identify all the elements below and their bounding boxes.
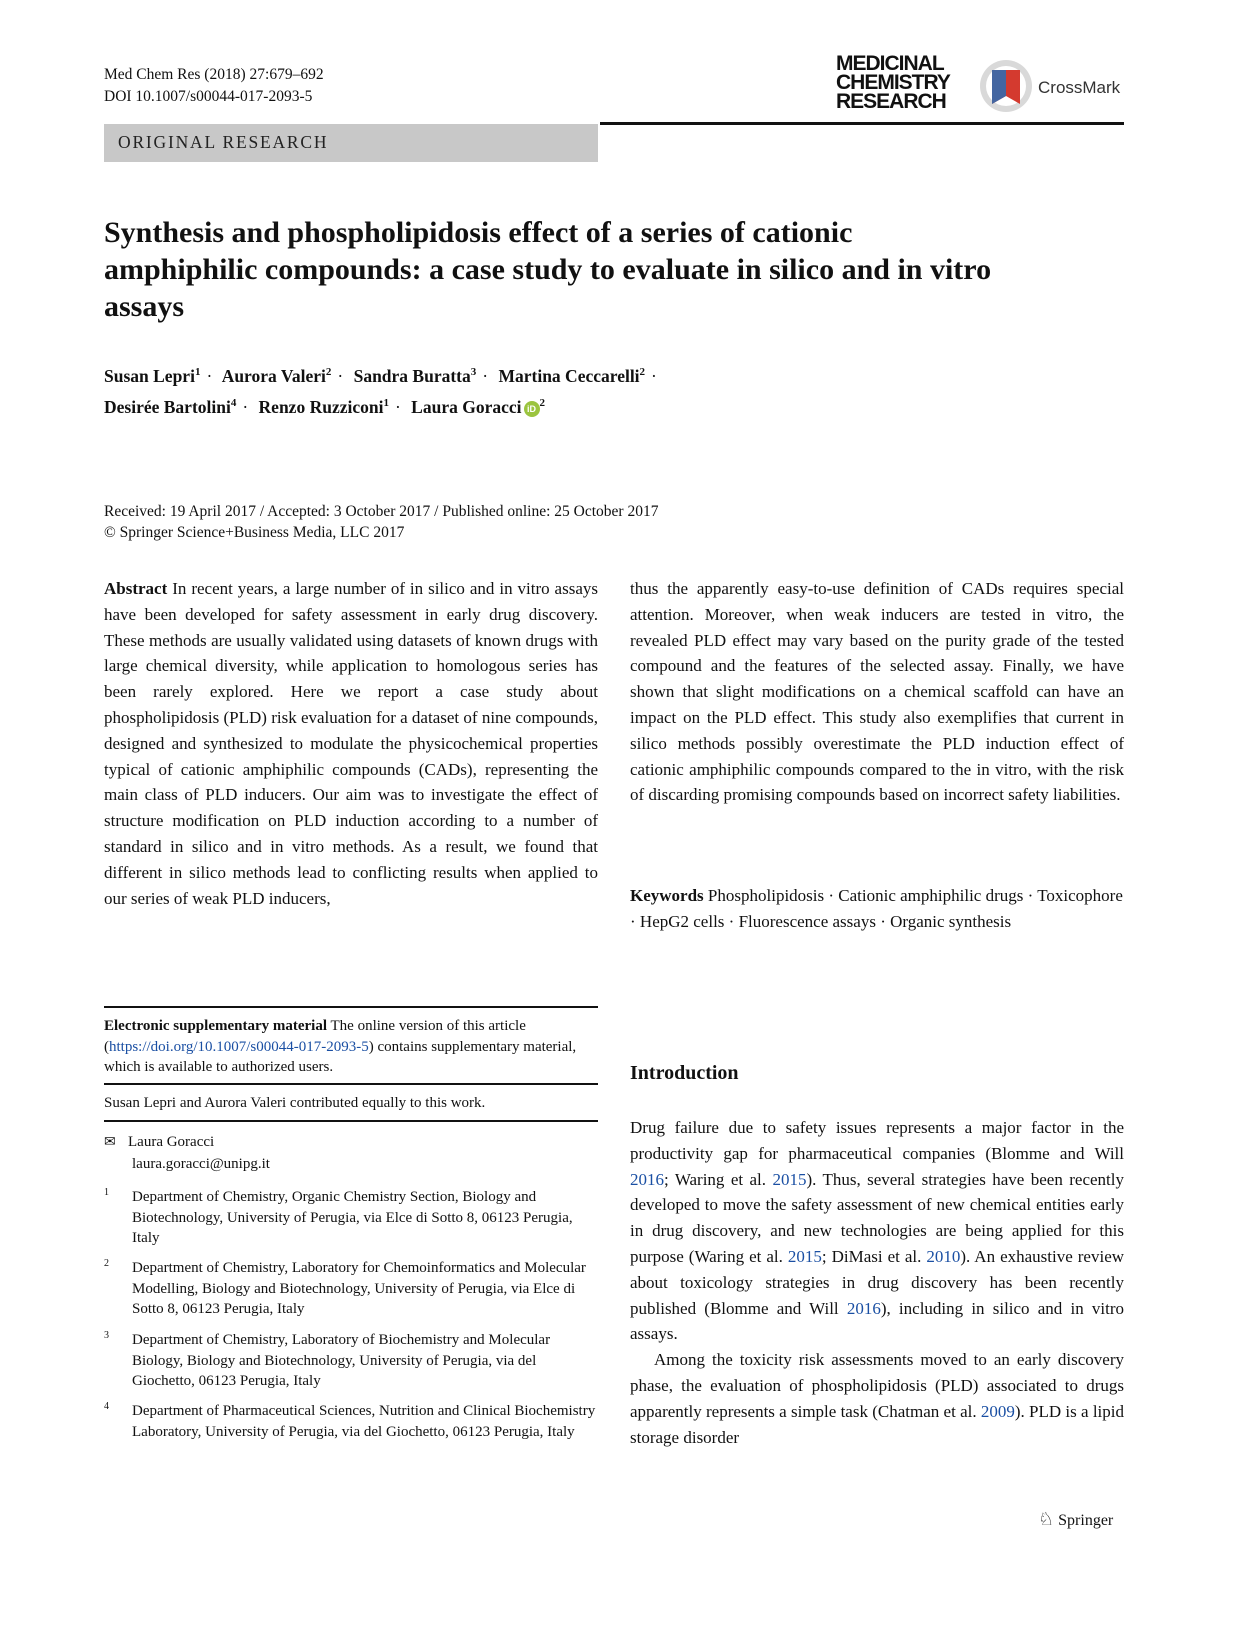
affiliation-text: Department of Chemistry, Laboratory for Chemoinformatics and Molecular Modelling, Biology and Biotechnology, University of Perugia, via Elce di Sotto 8, 06123 Perugia, Italy <box>132 1260 586 1317</box>
affiliation-item <box>104 1258 598 1320</box>
author-affiliation-number: 2 <box>325 366 332 378</box>
author-affiliation-number: 2 <box>539 396 545 409</box>
introduction-body <box>630 1115 1124 1450</box>
abstract-left-column <box>104 576 598 911</box>
citation-link[interactable]: 2015 <box>787 1246 822 1266</box>
affiliation-text: Department of Chemistry, Laboratory of Biochemistry and Molecular Biology, Biology and Biotechnology, University of Perugia, via del Giochetto, 06123 Perugia, Italy <box>132 1332 551 1389</box>
author-name: Laura Goracci <box>411 396 522 417</box>
affiliation-text: Department of Chemistry, Organic Chemistry Section, Biology and Biotechnology, University of Perugia, via Elce di Sotto 8, 06123 Perugia, Italy <box>132 1189 573 1246</box>
article-type-label: ORIGINAL RESEARCH <box>118 132 329 152</box>
author-affiliation-number: 1 <box>383 396 389 409</box>
affiliation-number: 4 <box>104 1401 109 1412</box>
author-affiliation-number: 3 <box>470 366 477 378</box>
citation-link[interactable]: 2016 <box>630 1169 664 1189</box>
citation-link[interactable]: 2016 <box>846 1298 881 1318</box>
supplementary-text: ) contains supplementary material, which is available to authorized users. <box>104 1038 577 1075</box>
orcid-icon[interactable]: iD <box>524 401 540 417</box>
crossmark-label[interactable]: CrossMark <box>1038 78 1121 97</box>
footnote-divider <box>104 1120 598 1122</box>
publisher-footer <box>1038 1509 1113 1530</box>
author-name: Sandra Buratta <box>353 365 471 386</box>
supplementary-text: The online version of this article ( <box>104 1018 526 1055</box>
supplementary-link[interactable]: https://doi.org/10.1007/s00044-017-2093-5 <box>109 1038 369 1055</box>
copyright-line: © Springer Science+Business Media, LLC 2017 <box>104 524 405 541</box>
footnote-divider <box>104 1083 598 1085</box>
header-divider <box>600 122 1124 125</box>
citation-link[interactable]: 2009 <box>980 1401 1015 1421</box>
logo-line: RESEARCH <box>836 90 946 113</box>
citation-link[interactable]: 2015 <box>772 1169 807 1189</box>
crossmark-icon[interactable] <box>978 56 1034 116</box>
affiliation-item <box>104 1401 598 1442</box>
introduction-paragraph: Drug failure due to safety issues represents a major factor in the productivity gap for pharmaceutical companies (Blomme and Will 2016; Waring et al. 2015). Thus, several strategies have been recently developed to move the safety assessment of new chemical entities early in drug discovery, and new technologies are being applied for this purpose (Waring et al. 2015; DiMasi et al. 2010). An exhaustive review about toxicology strategies in drug discovery has been recently published (Blomme and Will 2016), including in silico and in vitro assays. <box>630 1118 1125 1344</box>
journal-logo <box>836 54 950 111</box>
author-name: Martina Ceccarelli <box>498 365 640 386</box>
date-history: Received: 19 April 2017 / Accepted: 3 October 2017 / Published online: 25 October 2017 <box>104 503 659 520</box>
affiliation-number: 2 <box>104 1258 109 1269</box>
supplementary-note <box>104 1006 598 1078</box>
abstract-text: In recent years, a large number of in silico and in vitro assays have been developed for safety assessment in early drug discovery. These methods are usually validated using datasets of known drugs with large chemical diversity, while application to homologous series has been rarely explored. Here we report a case study about phospholipidosis (PLD) risk evaluation for a dataset of nine compounds, designed and synthesized to modulate the physicochemical properties typical of cationic amphiphilic compounds (CADs), representing the main class of PLD inducers. Our aim was to investigate the effect of structure modification on PLD induction according to a number of standard in silico and in vitro methods. As a result, we found that different in silico methods lead to conflicting results when applied to our series of weak PLD inducers, <box>104 579 598 908</box>
corresponding-name: Laura Goracci <box>128 1134 215 1150</box>
introduction-heading: Introduction <box>630 1062 739 1084</box>
affiliation-number: 3 <box>104 1330 109 1341</box>
author-name: Aurora Valeri <box>221 365 326 386</box>
abstract-right-column: thus the apparently easy-to-use definition of CADs requires special attention. Moreover, when weak inducers are tested in vitro, the revealed PLD effect may vary based on the purity grade of the tested compound and the features of the selected assay. Finally, we have shown that slight modifications on a chemical scaffold can have an impact on the PLD effect. This study also exemplifies that current in silico methods possibly overestimate the PLD induction effect of cationic amphiphilic compounds compared to the in vitro, with the risk of discarding promising compounds based on incorrect safety liabilities. <box>630 579 1124 805</box>
keywords-heading: Keywords <box>630 886 704 905</box>
affiliation-item <box>104 1187 598 1249</box>
corresponding-email[interactable]: laura.goracci@unipg.it <box>132 1155 270 1172</box>
corresponding-author <box>104 1132 270 1174</box>
doi-line: DOI 10.1007/s00044-017-2093-5 <box>104 88 313 105</box>
keywords-text: Phospholipidosis · Cationic amphiphilic drugs · Toxicophore · HepG2 cells · Fluorescence assays · Organic synthesis <box>630 886 1123 931</box>
publication-dates <box>104 501 658 543</box>
author-affiliation-number: 4 <box>230 396 237 409</box>
journal-citation: Med Chem Res (2018) 27:679–692 <box>104 66 324 83</box>
author-list: Susan Lepri$^1$ · Aurora Valeri$^2$ · Sandra Buratta$^3$ · Martina Ceccarelli$^2$ · Desirée Bartolini$^4$ · Renzo Ruzziconi$^1$ · Laura Goracci iD $^2$ <box>104 365 657 417</box>
author-name: Desirée Bartolini <box>104 396 231 417</box>
introduction-paragraph: Among the toxicity risk assessments moved to an early discovery phase, the evaluation of phospholipidosis (PLD) associated to drugs apparently represents a simple task (Chatman et al. 2009). PLD is a lipid storage disorder <box>630 1350 1124 1447</box>
equal-contribution-note: Susan Lepri and Aurora Valeri contributed equally to this work. <box>104 1095 486 1111</box>
logo-line: CHEMISTRY <box>836 71 950 94</box>
journal-reference <box>104 64 324 108</box>
citation-link[interactable]: 2010 <box>926 1246 961 1266</box>
affiliation-number: 1 <box>104 1187 109 1198</box>
author-name: Renzo Ruzziconi <box>258 396 384 417</box>
affiliation-text: Department of Pharmaceutical Sciences, Nutrition and Clinical Biochemistry Laboratory, University of Perugia, via del Giochetto, 06123 Perugia, Italy <box>132 1403 596 1440</box>
envelope-icon: ✉ <box>104 1135 116 1150</box>
logo-line: MEDICINAL <box>836 52 944 75</box>
keywords-block <box>630 883 1124 935</box>
affiliation-item <box>104 1330 598 1392</box>
springer-horse-icon: ♘ <box>1038 1509 1055 1529</box>
article-title: Synthesis and phospholipidosis effect of a series of cationic amphiphilic compounds: a case study to evaluate in silico and in vitro assays <box>104 216 992 323</box>
journal-masthead <box>836 54 1124 118</box>
author-affiliation-number: 1 <box>194 366 201 378</box>
author-affiliation-number: 2 <box>639 366 646 378</box>
supplementary-heading: Electronic supplementary material <box>104 1018 328 1034</box>
abstract-heading: Abstract <box>104 579 168 598</box>
publisher-name: Springer <box>1058 1512 1114 1529</box>
section-band <box>104 124 598 162</box>
author-name: Susan Lepri <box>104 365 195 386</box>
